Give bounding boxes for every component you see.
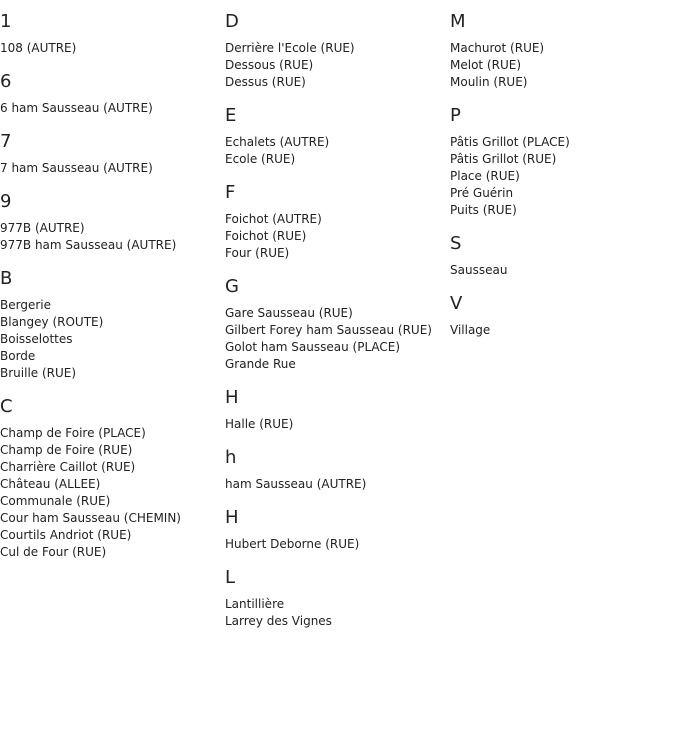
street-entry[interactable]: Foichot (RUE) bbox=[225, 229, 307, 243]
letter-heading: 6 bbox=[0, 71, 12, 92]
letter-group bbox=[0, 10, 225, 57]
letter-heading: 9 bbox=[0, 191, 12, 212]
letter-group bbox=[450, 232, 675, 279]
street-entry[interactable]: Blangey (ROUTE) bbox=[0, 315, 104, 329]
letter-group bbox=[225, 446, 450, 493]
street-entry[interactable]: Borde bbox=[0, 349, 36, 363]
street-entry[interactable]: Champ de Foire (RUE) bbox=[0, 443, 133, 457]
letter-heading: h bbox=[225, 447, 237, 468]
index-column bbox=[225, 10, 450, 643]
street-entry[interactable]: ham Sausseau (AUTRE) bbox=[225, 477, 367, 491]
letter-group bbox=[0, 395, 225, 561]
street-entry[interactable]: Grande Rue bbox=[225, 357, 296, 371]
letter-group bbox=[225, 181, 450, 262]
street-entry[interactable]: Cul de Four (RUE) bbox=[0, 545, 107, 559]
street-entry[interactable]: Echalets (AUTRE) bbox=[225, 135, 330, 149]
letter-heading: 7 bbox=[0, 131, 12, 152]
letter-group bbox=[0, 70, 225, 117]
letter-heading: C bbox=[0, 396, 13, 417]
index-column bbox=[450, 10, 675, 352]
letter-group bbox=[0, 190, 225, 254]
letter-group bbox=[450, 10, 675, 91]
street-entry[interactable]: Ecole (RUE) bbox=[225, 152, 296, 166]
letter-heading: L bbox=[225, 567, 236, 588]
letter-heading: B bbox=[0, 268, 13, 289]
street-entry[interactable]: Communale (RUE) bbox=[0, 494, 111, 508]
letter-heading: F bbox=[225, 182, 236, 203]
letter-heading: V bbox=[450, 293, 463, 314]
street-entry[interactable]: Village bbox=[450, 323, 491, 337]
street-entry[interactable]: Boisselottes bbox=[0, 332, 73, 346]
letter-group bbox=[450, 104, 675, 219]
street-entry[interactable]: Place (RUE) bbox=[450, 169, 520, 183]
index-column bbox=[0, 10, 225, 574]
street-entry[interactable]: Lantillière bbox=[225, 597, 285, 611]
street-entry[interactable]: Gare Sausseau (RUE) bbox=[225, 306, 353, 320]
letter-group bbox=[225, 275, 450, 373]
letter-group bbox=[225, 10, 450, 91]
letter-group bbox=[225, 506, 450, 553]
street-entry[interactable]: 7 ham Sausseau (AUTRE) bbox=[0, 161, 153, 175]
street-entry[interactable]: Sausseau bbox=[450, 263, 508, 277]
street-entry[interactable]: Foichot (AUTRE) bbox=[225, 212, 322, 226]
letter-heading: 1 bbox=[0, 11, 12, 32]
street-entry[interactable]: Bruille (RUE) bbox=[0, 366, 77, 380]
street-entry[interactable]: Dessous (RUE) bbox=[225, 58, 314, 72]
street-entry[interactable]: Puits (RUE) bbox=[450, 203, 517, 217]
street-entry[interactable]: Pâtis Grillot (RUE) bbox=[450, 152, 557, 166]
letter-heading: D bbox=[225, 11, 239, 32]
letter-heading: E bbox=[225, 105, 237, 126]
street-entry[interactable]: 977B (AUTRE) bbox=[0, 221, 85, 235]
street-entry[interactable]: Bergerie bbox=[0, 298, 51, 312]
letter-group bbox=[0, 130, 225, 177]
letter-heading: H bbox=[225, 387, 239, 408]
street-entry[interactable]: 977B ham Sausseau (AUTRE) bbox=[0, 238, 177, 252]
letter-heading: S bbox=[450, 233, 462, 254]
letter-group bbox=[0, 267, 225, 382]
street-entry[interactable]: Château (ALLEE) bbox=[0, 477, 101, 491]
letter-heading: G bbox=[225, 276, 239, 297]
street-entry[interactable]: Golot ham Sausseau (PLACE) bbox=[225, 340, 401, 354]
letter-group bbox=[225, 386, 450, 433]
street-entry[interactable]: 6 ham Sausseau (AUTRE) bbox=[0, 101, 153, 115]
street-entry[interactable]: Charrière Caillot (RUE) bbox=[0, 460, 136, 474]
letter-heading: H bbox=[225, 507, 239, 528]
street-entry[interactable]: Dessus (RUE) bbox=[225, 75, 306, 89]
letter-heading: M bbox=[450, 11, 466, 32]
street-entry[interactable]: Melot (RUE) bbox=[450, 58, 521, 72]
street-entry[interactable]: Moulin (RUE) bbox=[450, 75, 528, 89]
street-entry[interactable]: Larrey des Vignes bbox=[225, 614, 332, 628]
street-entry[interactable]: Four (RUE) bbox=[225, 246, 290, 260]
letter-group bbox=[225, 566, 450, 630]
street-entry[interactable]: Pâtis Grillot (PLACE) bbox=[450, 135, 570, 149]
street-entry[interactable]: 108 (AUTRE) bbox=[0, 41, 77, 55]
street-entry[interactable]: Cour ham Sausseau (CHEMIN) bbox=[0, 511, 181, 525]
street-entry[interactable]: Champ de Foire (PLACE) bbox=[0, 426, 146, 440]
street-entry[interactable]: Derrière l'Ecole (RUE) bbox=[225, 41, 355, 55]
street-entry[interactable]: Pré Guérin bbox=[450, 186, 514, 200]
street-entry[interactable]: Machurot (RUE) bbox=[450, 41, 545, 55]
street-entry[interactable]: Courtils Andriot (RUE) bbox=[0, 528, 132, 542]
street-entry[interactable]: Hubert Deborne (RUE) bbox=[225, 537, 360, 551]
letter-group bbox=[225, 104, 450, 168]
street-entry[interactable]: Gilbert Forey ham Sausseau (RUE) bbox=[225, 323, 432, 337]
letter-group bbox=[450, 292, 675, 339]
letter-heading: P bbox=[450, 105, 461, 126]
street-entry[interactable]: Halle (RUE) bbox=[225, 417, 294, 431]
